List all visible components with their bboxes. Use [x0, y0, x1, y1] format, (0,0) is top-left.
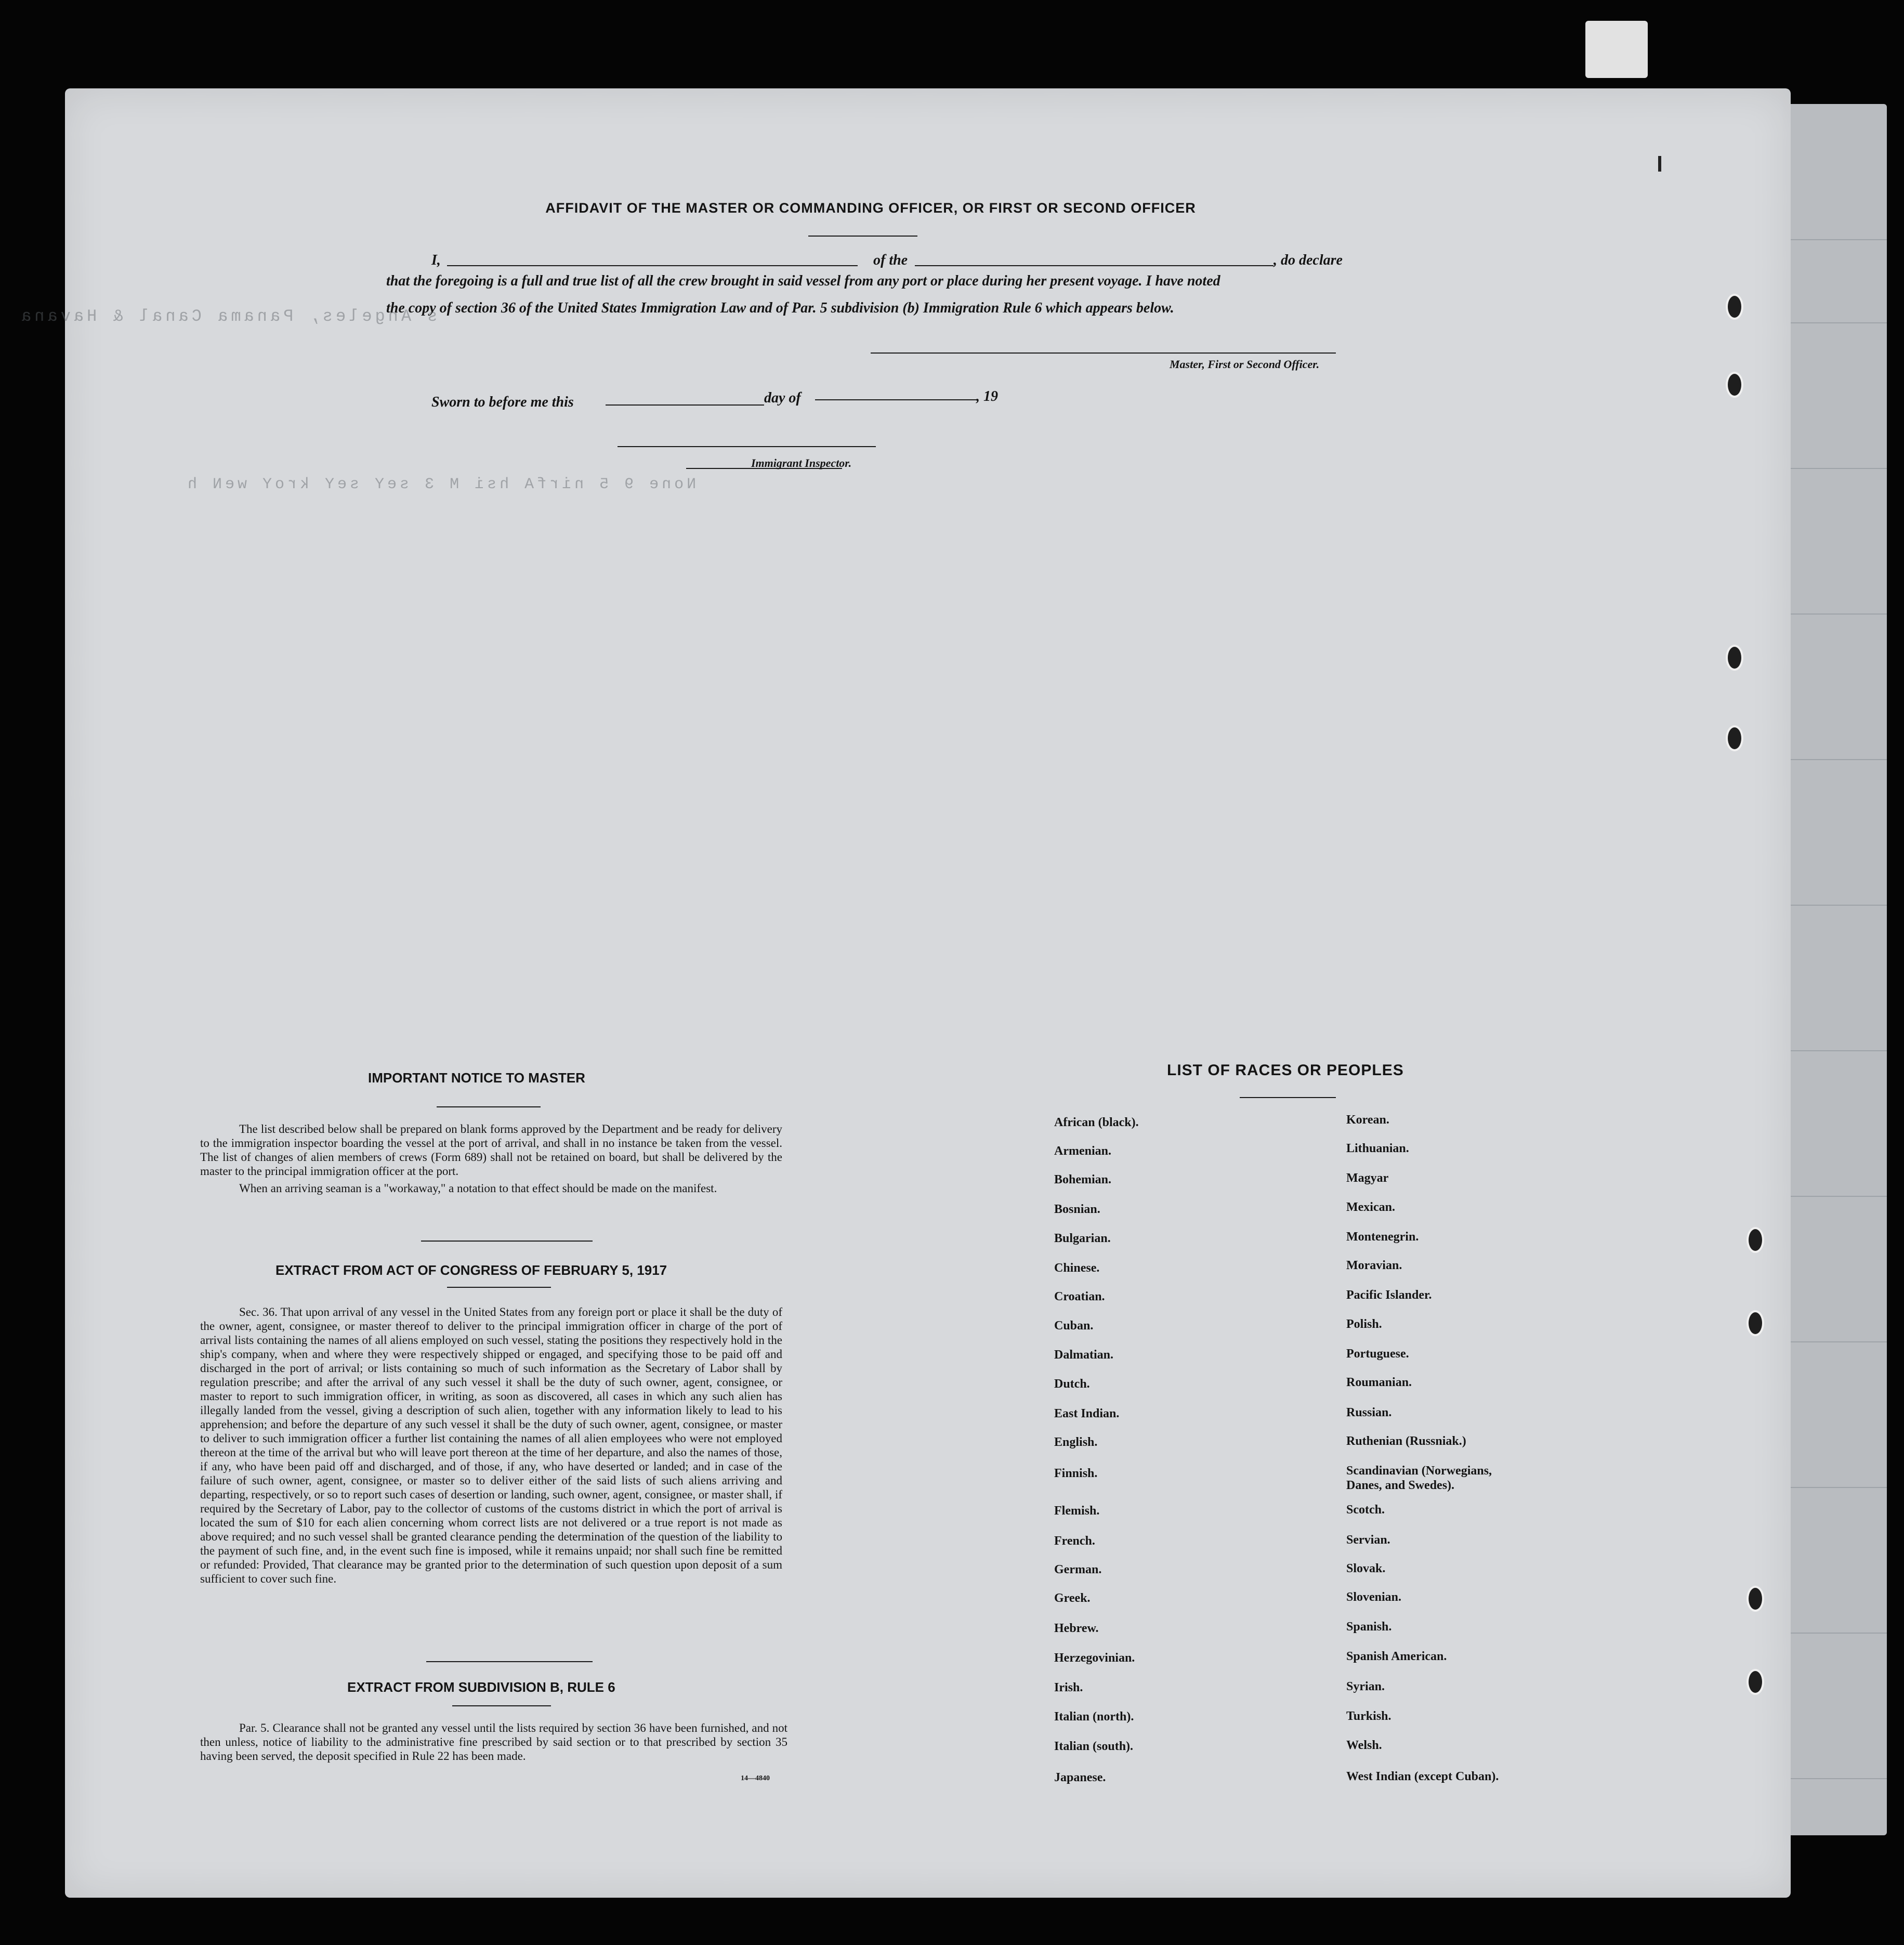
race-entry: Bulgarian.: [1054, 1232, 1111, 1245]
race-entry: Spanish American.: [1346, 1650, 1447, 1663]
races-title: LIST OF RACES OR PEOPLES: [1167, 1062, 1404, 1079]
race-entry: Russian.: [1346, 1406, 1392, 1419]
affidavit-line-3: the copy of section 36 of the United States Immigration Law and of Par. 5 subdivision (b) Immigration Rule 6 which appears below.: [386, 300, 1174, 316]
binder-hole: [1747, 1227, 1764, 1253]
race-entry: Slovak.: [1346, 1562, 1386, 1575]
race-entry: Hebrew.: [1054, 1622, 1099, 1635]
affidavit-declare-label: , do declare: [1273, 252, 1343, 268]
race-entry: Servian.: [1346, 1533, 1390, 1547]
race-entry: Moravian.: [1346, 1259, 1402, 1272]
race-entry: Polish.: [1346, 1317, 1382, 1331]
race-entry: Croatian.: [1054, 1290, 1105, 1303]
act-divider: [426, 1661, 593, 1662]
race-entry: Welsh.: [1346, 1739, 1382, 1752]
affidavit-line-2: that the foregoing is a full and true list of all the crew brought in said vessel from any port or place during her present voyage. I have noted: [386, 273, 1220, 289]
bleed-through-header: s Angeles, Panama Canal & Havana: [18, 307, 438, 326]
race-entry: Mexican.: [1346, 1200, 1395, 1214]
margin-mark: [1658, 156, 1661, 172]
binder-hole: [1726, 294, 1743, 320]
race-entry: Herzegovinian.: [1054, 1651, 1135, 1665]
race-entry: Ruthenian (Russniak.): [1346, 1434, 1466, 1448]
signature-label: Master, First or Second Officer.: [1170, 358, 1320, 371]
binder-hole: [1726, 725, 1743, 751]
binder-hole: [1747, 1310, 1764, 1336]
race-entry: Finnish.: [1054, 1467, 1098, 1480]
race-entry: Roumanian.: [1346, 1376, 1412, 1389]
affidavit-of-the-label: of the: [873, 252, 908, 268]
race-entry: Syrian.: [1346, 1680, 1385, 1693]
signature-line[interactable]: [871, 353, 1336, 354]
race-entry: Dalmatian.: [1054, 1348, 1113, 1362]
race-entry: Spanish.: [1346, 1620, 1392, 1634]
rule6-body: Par. 5. Clearance shall not be granted any vessel until the lists required by section 36 have been furnished, and not then unless, notice of liability to the administrative fine prescribed by said section or to that prescribed by section 35 having been served, the deposit specified in Rule 22 has been made.: [200, 1721, 787, 1763]
race-entry: Italian (south).: [1054, 1740, 1134, 1753]
races-underline: [1240, 1097, 1336, 1098]
notice-divider: [421, 1241, 593, 1242]
sworn-year-label: , 19: [976, 388, 998, 404]
race-entry: Greek.: [1054, 1591, 1091, 1605]
act-underline: [447, 1287, 551, 1288]
rule6-heading: EXTRACT FROM SUBDIVISION B, RULE 6: [347, 1679, 615, 1695]
rule6-underline: [452, 1705, 551, 1706]
race-entry: Italian (north).: [1054, 1710, 1134, 1724]
race-entry: African (black).: [1054, 1116, 1139, 1129]
notice-paragraph-2: When an arriving seaman is a "workaway," a notation to that effect should be made on the manifest.: [239, 1182, 717, 1195]
name-blank[interactable]: [447, 265, 858, 266]
race-entry: Cuban.: [1054, 1319, 1094, 1333]
race-entry: Turkish.: [1346, 1709, 1391, 1723]
binder-hole: [1747, 1669, 1764, 1695]
binder-hole: [1726, 372, 1743, 398]
race-entry: German.: [1054, 1563, 1102, 1576]
race-entry: French.: [1054, 1534, 1095, 1548]
race-entry: Japanese.: [1054, 1771, 1106, 1784]
race-entry: Montenegrin.: [1346, 1230, 1419, 1244]
sworn-month-blank[interactable]: [815, 399, 976, 400]
notice-underline: [437, 1106, 541, 1107]
binder-hole: [1747, 1586, 1764, 1612]
notice-heading: IMPORTANT NOTICE TO MASTER: [368, 1070, 585, 1086]
manifest-page: [18, 88, 1791, 1898]
act-body: Sec. 36. That upon arrival of any vessel in the United States from any foreign port or place it shall be the duty of the owner, agent, consignee, or master thereof to deliver to the principal immigration officer in charge of the port of arrival lists containing the names of all aliens employed on such vessel, stating the positions they respectively hold in the ship's company, when and where they were respectively shipped or engaged, and specifying those to be paid off and discharged in the port of arrival; or lists containing so much of such information as the Secretary of Labor shall by regulation prescribe; and after the arrival of any such vessel it shall be the duty of such owner, agent, consignee, or master to report to such immigration officer, in writing, as soon as discovered, all cases in which any such alien has illegally landed from the vessel, giving a description of such alien, together with any information likely to lead to his apprehension; and before the departure of any such vessel it shall be the duty of such owner, agent, consignee, or master to deliver to such immigration officer a further list containing the names of all alien employees who were not employed thereon at the time of the arrival but who will leave port thereon at the time of her departure, and also the names of those, if any, who have been paid off and discharged, and of those, if any, who have deserted or landed; and in case of the failure of such owner, agent, consignee, or master so to deliver either of the said lists of such aliens arriving and departing, respectively, or so to report such cases of desertion or landing, such owner, agent, consignee, or master shall, if required by the Secretary of Labor, pay to the collector of customs of the customs district in which the port of arrival is located the sum of $10 for each alien concerning whom correct lists are not delivered or a true report is not made as above required; and no such vessel shall be granted clearance pending the determination of the question of the liability to the payment of such fine, and, in the event such fine is imposed, while it remains unpaid; nor shall such fine be remitted or refunded: Provided, That clearance may be granted prior to the determination of such question upon deposit of a sum sufficient to cover such fine.: [200, 1306, 782, 1585]
sworn-label: Sworn to before me this: [431, 394, 574, 410]
race-entry: Pacific Islander.: [1346, 1288, 1432, 1302]
form-number: 14—4840: [741, 1774, 770, 1782]
race-entry: Dutch.: [1054, 1377, 1090, 1391]
race-entry: Portuguese.: [1346, 1347, 1409, 1361]
binder-hole: [1726, 645, 1743, 671]
race-entry: Magyar: [1346, 1171, 1389, 1185]
top-tab: [1585, 21, 1648, 78]
inspector-line[interactable]: [618, 446, 876, 447]
bleed-through-row: None 9 5 nirfA hsi M 3 seY seY kroY weN h: [185, 476, 697, 493]
race-entry: Scotch.: [1346, 1503, 1385, 1517]
title-underline: [808, 236, 917, 237]
race-entry: Slovenian.: [1346, 1590, 1402, 1604]
affidavit-i-label: I,: [431, 252, 441, 268]
race-entry: Bosnian.: [1054, 1203, 1100, 1216]
race-entry: Scandinavian (Norwegians, Danes, and Swedes).: [1346, 1464, 1492, 1492]
race-entry: Armenian.: [1054, 1144, 1111, 1158]
sworn-day-label: day of: [764, 390, 801, 406]
race-entry: Korean.: [1346, 1113, 1389, 1127]
vessel-blank[interactable]: [915, 265, 1273, 266]
sworn-day-blank[interactable]: [606, 404, 764, 406]
race-entry: Chinese.: [1054, 1261, 1100, 1275]
race-entry: Flemish.: [1054, 1504, 1100, 1518]
race-entry: West Indian (except Cuban).: [1346, 1770, 1499, 1783]
act-heading: EXTRACT FROM ACT OF CONGRESS OF FEBRUARY 5, 1917: [275, 1262, 667, 1278]
race-entry: English.: [1054, 1435, 1098, 1449]
race-entry: Irish.: [1054, 1681, 1083, 1694]
notice-body: [200, 1122, 782, 1195]
race-entry: Lithuanian.: [1346, 1142, 1409, 1155]
inspector-label: Immigrant Inspector.: [751, 456, 852, 469]
notice-paragraph-1: The list described below shall be prepared on blank forms approved by the Department and be ready for delivery to the immigration inspector boarding the vessel at the port of arrival, and shall in no instance be taken from the vessel. The list of changes of alien members of crews (Form 689) shall not be retained on board, but shall be delivered by the master to the principal immigration officer at the port.: [200, 1122, 782, 1178]
race-entry: East Indian.: [1054, 1407, 1120, 1420]
race-entry: Bohemian.: [1054, 1173, 1112, 1186]
affidavit-title: AFFIDAVIT OF THE MASTER OR COMMANDING OFFICER, OR FIRST OR SECOND OFFICER: [545, 200, 1196, 216]
